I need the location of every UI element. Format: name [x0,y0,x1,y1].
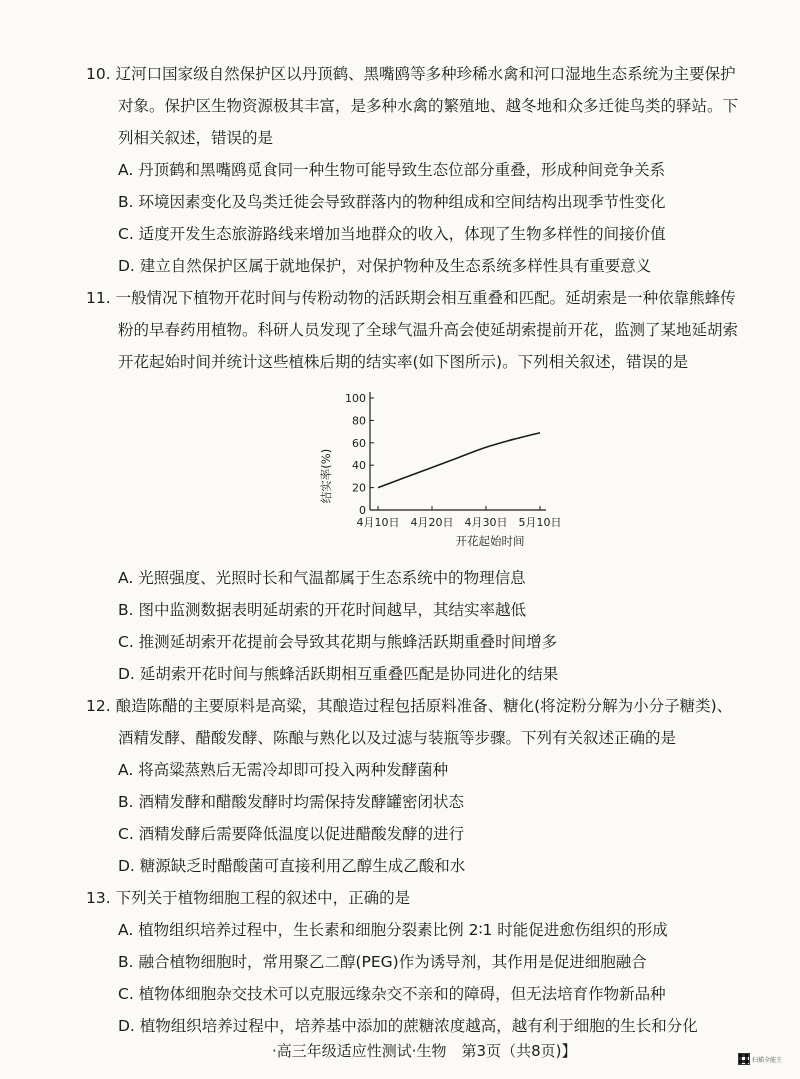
q13-option-b: B. 融合植物细胞时，常用聚乙二醇(PEG)作为诱导剂，其作用是促进细胞融合 [118,953,647,971]
q12-stem-line-2: 酒精发酵、醋酸发酵、陈酿与熟化以及过滤与装瓶等步骤。下列有关叙述正确的是 [118,729,677,747]
q12-option-c: C. 酒精发酵后需要降低温度以促进醋酸发酵的进行 [118,825,465,843]
q10-option-b: B. 环境因素变化及鸟类迁徙会导致群落内的物种组成和空间结构出现季节性变化 [118,193,666,211]
scanner-watermark [738,1052,786,1066]
q10-option-a: A. 丹顶鹤和黑嘴鸥觅食同一种生物可能导致生态位部分重叠，形成种间竞争关系 [118,161,666,179]
chart-axes [370,392,546,510]
q11-option-b: B. 图中监测数据表明延胡索的开花时间越早，其结实率越低 [118,601,526,619]
page-footer: ·高三年级适应性测试·生物 第3页（共8页)】 [272,1042,577,1060]
chart-y-tick-label: 100 [345,392,366,405]
q12-option-b: B. 酒精发酵和醋酸发酵时均需保持发酵罐密闭状态 [118,793,464,811]
q13-stem-line-1: 13. 下列关于植物细胞工程的叙述中，正确的是 [86,889,411,907]
q11-option-a: A. 光照强度、光照时长和气温都属于生态系统中的物理信息 [118,569,526,587]
chart-x-tick-label: 4月20日 [410,516,454,529]
chart-x-tick-label: 4月10日 [356,516,400,529]
q10-stem-line-1: 10. 辽河口国家级自然保护区以丹顶鹤、黑嘴鸥等多种珍稀水禽和河口湿地生态系统为主要保护 [86,65,736,83]
q13-option-a: A. 植物组织培养过程中，生长素和细胞分裂素比例 2∶1 时能促进愈伤组织的形成 [118,921,668,939]
q13-option-d: D. 植物组织培养过程中，培养基中添加的蔗糖浓度越高，越有利于细胞的生长和分化 [118,1017,698,1035]
q11-option-d: D. 延胡索开花时间与熊蜂活跃期相互重叠匹配是协同进化的结果 [118,665,559,683]
chart-y-tick-label: 0 [359,504,366,517]
watermark-text: 扫描全能王 [752,1056,783,1064]
chart-y-tick-label: 80 [352,414,366,428]
q11-stem-line-1: 11. 一般情况下植物开花时间与传粉动物的活跃期会相互重叠和匹配。延胡索是一种依靠熊蜂传 [86,289,736,307]
chart-x-tick-label: 5月10日 [518,516,562,529]
chart-y-tick-label: 20 [352,481,366,495]
q13-option-c: C. 植物体细胞杂交技术可以克服远缘杂交不亲和的障碍，但无法培育作物新品种 [118,985,666,1003]
qr-code-icon [738,1053,750,1065]
q10-option-d: D. 建立自然保护区属于就地保护，对保护物种及生态系统多样性具有重要意义 [118,257,652,275]
fruit-set-rate-chart [318,388,568,553]
q11-stem-line-3: 开花起始时间并统计这些植株后期的结实率(如下图所示)。下列相关叙述，错误的是 [118,353,689,371]
chart-y-tick-label: 40 [352,459,366,473]
q12-stem-line-1: 12. 酿造陈醋的主要原料是高粱，其酿造过程包括原料准备、糖化(将淀粉分解为小分子糖类)、 [86,697,733,715]
chart-series-line [378,433,540,488]
q12-option-a: A. 将高粱蒸熟后无需冷却即可投入两种发酵菌种 [118,761,449,779]
chart-x-axis-label: 开花起始时间 [455,534,525,548]
q10-stem-line-2: 对象。保护区生物资源极其丰富，是多种水禽的繁殖地、越冬地和众多迁徙鸟类的驿站。下 [118,97,739,115]
chart-svg [318,388,568,553]
chart-y-axis-label: 结实率(%) [319,448,333,504]
q11-stem-line-2: 粉的早春药用植物。科研人员发现了全球气温升高会使延胡索提前开花，监测了某地延胡索 [118,321,739,339]
q11-option-c: C. 推测延胡索开花提前会导致其花期与熊蜂活跃期重叠时间增多 [118,633,558,651]
q10-option-c: C. 适度开发生态旅游路线来增加当地群众的收入，体现了生物多样性的间接价值 [118,225,666,243]
chart-y-tick-label: 60 [352,436,366,450]
chart-x-tick-label: 4月30日 [464,516,508,529]
q10-stem-line-3: 列相关叙述，错误的是 [118,129,274,147]
q12-option-d: D. 糖源缺乏时醋酸菌可直接利用乙醇生成乙酸和水 [118,857,466,875]
